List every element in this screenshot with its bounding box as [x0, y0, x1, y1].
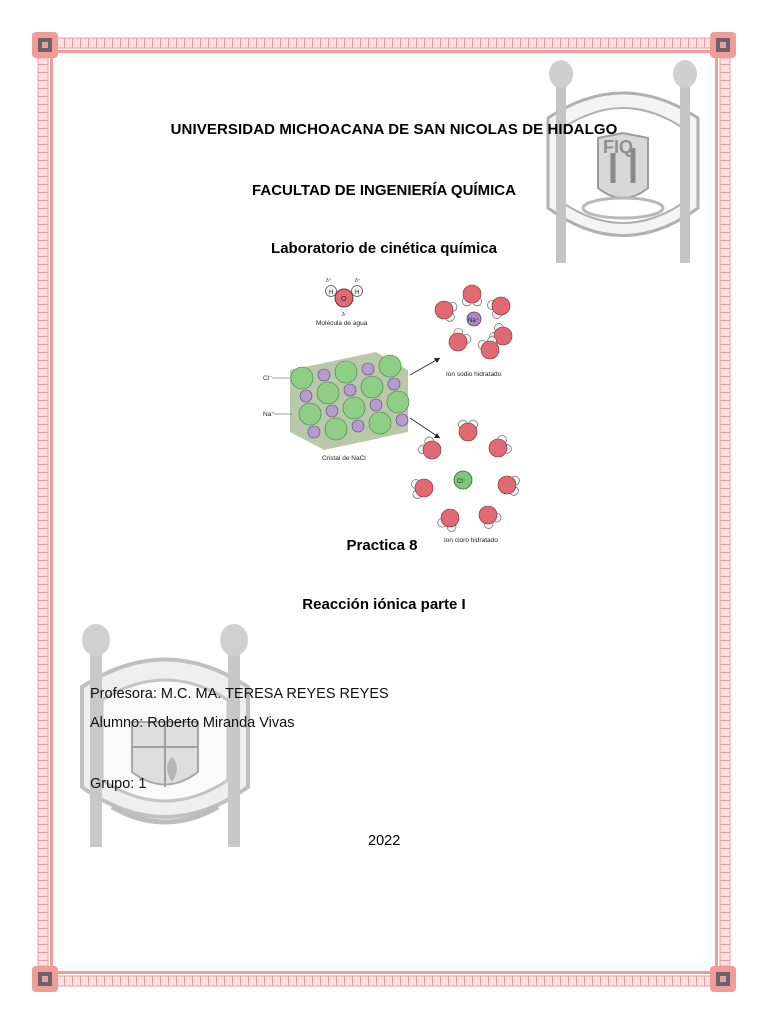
practice-title: Practica 8	[346, 537, 418, 554]
oxygen-atom	[498, 476, 516, 494]
svg-text:δ⁺: δ⁺	[355, 278, 361, 284]
crystal-chloride-sphere	[317, 382, 339, 404]
crystal-sodium-sphere	[388, 378, 400, 390]
professor-line: Profesora: M.C. MA. TERESA REYES REYES	[90, 686, 389, 702]
oxygen-atom	[489, 439, 507, 457]
student-line: Alumno: Roberto Miranda Vivas	[90, 715, 295, 731]
topic-title: Reacción iónica parte I	[302, 596, 466, 613]
oxygen-atom	[481, 341, 499, 359]
crystal-sodium-sphere	[352, 420, 364, 432]
nacl-crystal	[263, 352, 409, 462]
university-seal-watermark	[62, 622, 268, 854]
crystal-chloride-sphere	[291, 367, 313, 389]
crystal-label: Cristal de NaCl	[322, 455, 366, 462]
crystal-sodium-sphere	[396, 414, 408, 426]
crystal-chloride-sphere	[369, 412, 391, 434]
sodium-side-label: Na⁺	[263, 411, 275, 418]
oxygen-atom	[415, 479, 433, 497]
faculty-title: FACULTAD DE INGENIERÍA QUÍMICA	[252, 182, 516, 199]
svg-text:Na⁺: Na⁺	[468, 318, 479, 324]
crystal-chloride-sphere	[325, 418, 347, 440]
lab-title: Laboratorio de cinética química	[271, 240, 497, 257]
svg-text:H: H	[355, 290, 360, 296]
corner-ornament-top-right	[710, 32, 736, 58]
sodium-hydrated-label: Ion sodio hidratado	[446, 371, 502, 378]
hydrated-sodium-ion	[435, 285, 512, 378]
crystal-chloride-sphere	[361, 376, 383, 398]
year: 2022	[368, 833, 401, 849]
nacl-dissolution-figure	[258, 270, 528, 545]
corner-ornament-bottom-right	[710, 966, 736, 992]
chloride-hydrated-label: Ion cloro hidratado	[444, 537, 498, 544]
oxygen-atom	[441, 509, 459, 527]
crystal-sodium-sphere	[300, 390, 312, 402]
svg-text:δ⁻: δ⁻	[342, 312, 348, 318]
oxygen-atom	[449, 333, 467, 351]
water-molecule-diagram	[316, 278, 368, 327]
corner-ornament-top-left	[32, 32, 58, 58]
crystal-chloride-sphere	[343, 397, 365, 419]
oxygen-atom	[435, 301, 453, 319]
corner-ornament-bottom-left	[32, 966, 58, 992]
oxygen-atom	[459, 423, 477, 441]
crystal-sodium-sphere	[318, 369, 330, 381]
oxygen-atom	[463, 285, 481, 303]
crystal-chloride-sphere	[335, 361, 357, 383]
oxygen-atom	[423, 441, 441, 459]
water-molecule-label: Molécula de agua	[316, 320, 368, 327]
svg-text:δ⁺: δ⁺	[326, 278, 332, 284]
crystal-sodium-sphere	[326, 405, 338, 417]
crystal-sodium-sphere	[362, 363, 374, 375]
svg-text:O: O	[341, 296, 347, 303]
fiq-seal-watermark	[528, 58, 718, 270]
crystal-sodium-sphere	[308, 426, 320, 438]
oxygen-atom	[479, 506, 497, 524]
chloride-side-label: Cl⁻	[263, 375, 273, 382]
crystal-sodium-sphere	[344, 384, 356, 396]
seal-badge-text: FIQ	[603, 137, 633, 157]
oxygen-atom	[492, 297, 510, 315]
crystal-chloride-sphere	[299, 403, 321, 425]
svg-text:Cl⁻: Cl⁻	[457, 479, 466, 485]
crystal-chloride-sphere	[379, 355, 401, 377]
group-line: Grupo: 1	[90, 776, 147, 792]
crystal-chloride-sphere	[387, 391, 409, 413]
university-title: UNIVERSIDAD MICHOACANA DE SAN NICOLAS DE HIDALGO	[170, 121, 618, 138]
svg-text:H: H	[329, 290, 334, 296]
crystal-sodium-sphere	[370, 399, 382, 411]
hydrated-chloride-ion	[411, 420, 519, 544]
